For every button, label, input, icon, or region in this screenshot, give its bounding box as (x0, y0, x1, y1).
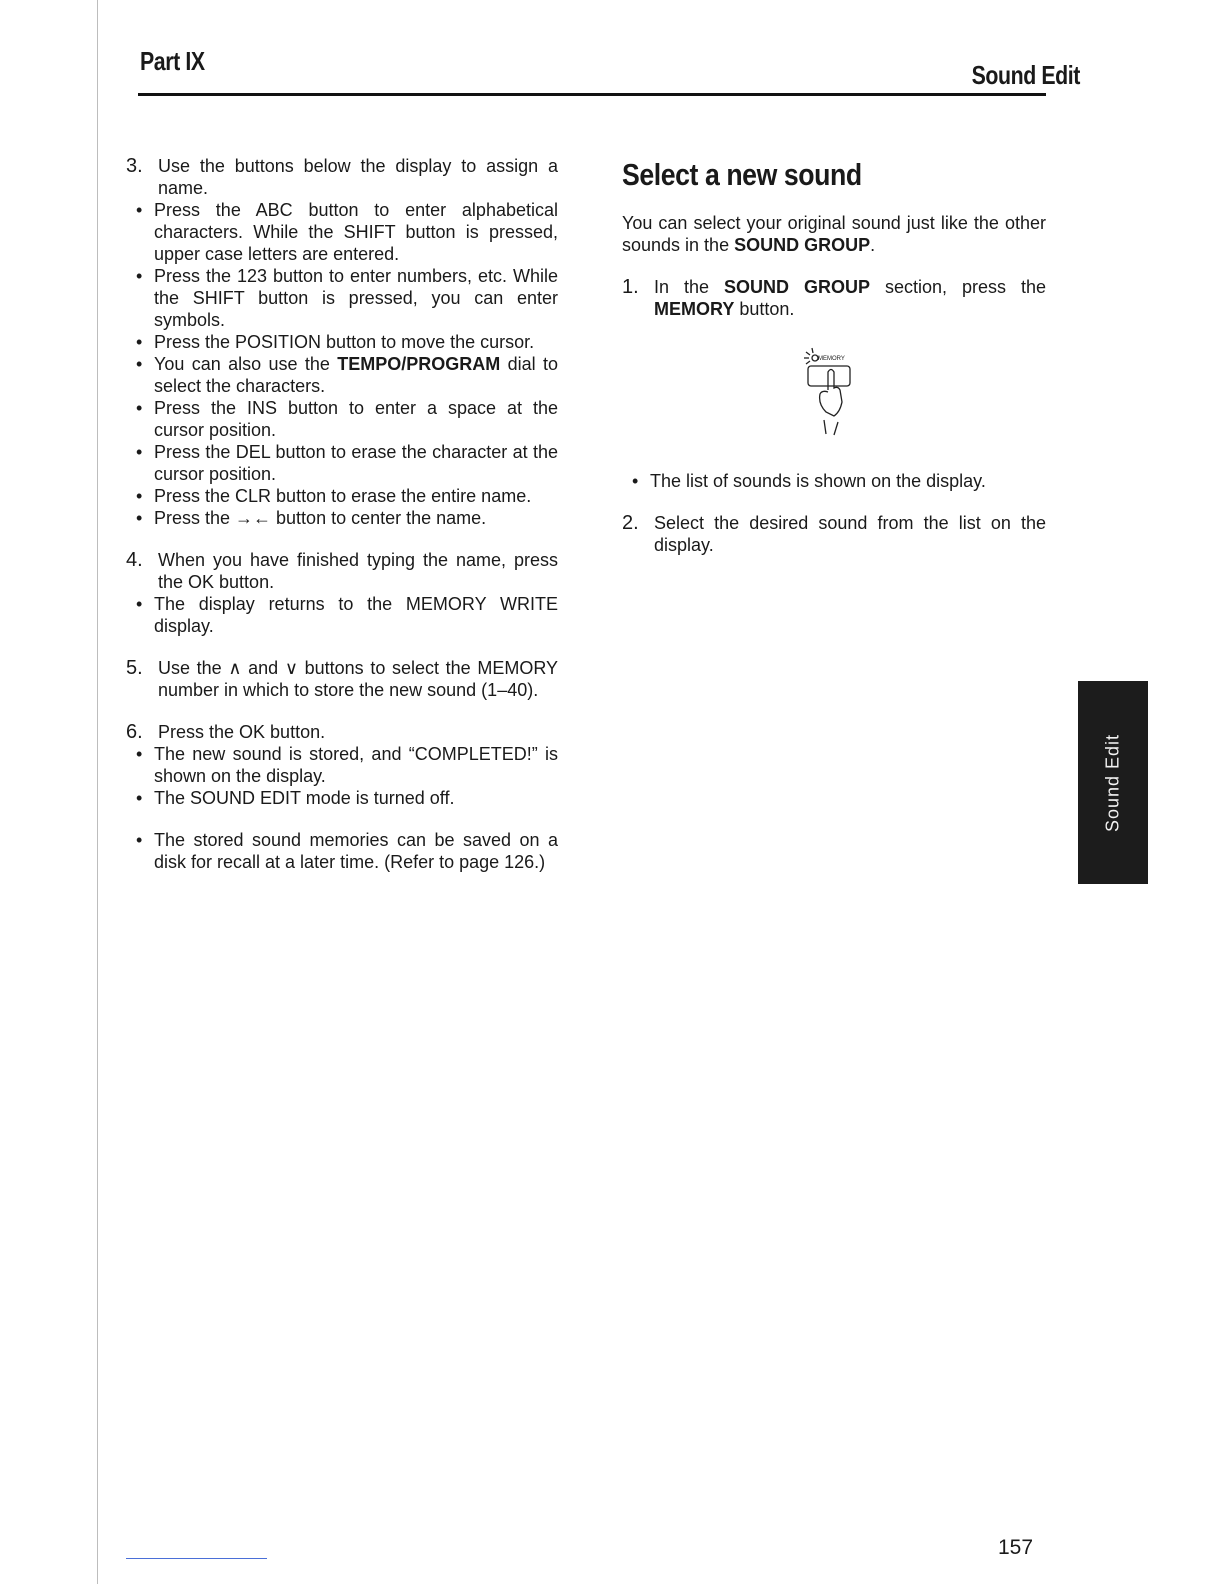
side-tab-label: Sound Edit (1102, 733, 1123, 832)
intro-paragraph (622, 212, 1046, 256)
bullet-ins: • Press the INS button to enter a space at the cursor position. (136, 398, 558, 440)
step-2 (622, 512, 1046, 556)
bullet-text: The SOUND EDIT mode is turned off. (154, 788, 455, 808)
step-6 (126, 721, 558, 743)
memory-button-press-icon (784, 342, 884, 442)
bullet-123: • Press the 123 button to enter numbers, etc. While the SHIFT button is pressed, you can enter symbols. (136, 266, 558, 330)
header-rule (138, 93, 1046, 96)
bullet-abc: • Press the ABC button to enter alphabetical characters. While the SHIFT button is pressed, upper case letters are entered. (136, 200, 558, 264)
bullet-text: Press the INS button to enter a space at the cursor position. (154, 398, 558, 440)
step-number: 2. (622, 512, 639, 534)
bullet-text: Press the ABC button to enter alphabetical characters. While the SHIFT button is pressed, upper case letters are entered. (154, 200, 558, 264)
side-tab (1078, 681, 1148, 884)
intro-text: . (870, 235, 876, 255)
step-number: 1. (622, 276, 639, 298)
bullet-text: Press the 123 button to enter numbers, etc. While the SHIFT button is pressed, you can enter symbols. (154, 266, 558, 330)
step-bold: MEMORY (654, 299, 735, 319)
step-number: 6. (126, 721, 143, 743)
bullet-text: The list of sounds is shown on the display. (650, 471, 986, 491)
binding-line (97, 0, 98, 1584)
bullet-text: You can also use the (154, 354, 338, 374)
part-header: Part IX (140, 46, 205, 76)
step-text: Press the OK button. (158, 722, 326, 742)
note-text: The stored sound memories can be saved on a disk for recall at a later time. (Refer to page 126.) (154, 830, 558, 872)
bullet-text: The new sound is stored, and “COMPLETED!” is shown on the display. (154, 744, 558, 786)
step-text: button. (734, 299, 795, 319)
step-number: 4. (126, 549, 143, 571)
bullet-memory-write: • The display returns to the MEMORY WRITE display. (136, 594, 558, 636)
note-disk: • The stored sound memories can be saved on a disk for recall at a later time. (Refer to page 126.) (136, 830, 558, 872)
step-3 (126, 155, 558, 199)
step-number: 3. (126, 155, 143, 177)
bullet-tempo: • You can also use the TEMPO/PROGRAM dial to select the characters. (136, 354, 558, 396)
step-number: 5. (126, 657, 143, 679)
intro-text: You can select your original sound just like the other sounds in the (622, 213, 1046, 255)
bullet-text: Press the POSITION button to move the cursor. (154, 332, 535, 352)
step-text: Use the ∧ and ∨ buttons to select the MEMORY number in which to store the new sound (1–40). (158, 658, 558, 700)
step-text: Select the desired sound from the list on the display. (654, 513, 1046, 555)
page-number: 157 (998, 1536, 1034, 1559)
right-column (622, 158, 1046, 556)
bullet-text: Press the CLR button to erase the entire name. (154, 486, 532, 506)
bullet-del: • Press the DEL button to erase the character at the cursor position. (136, 442, 558, 484)
bullet-text: dial to select the characters. (154, 354, 558, 396)
bullet-text: Press the DEL button to erase the character at the cursor position. (154, 442, 558, 484)
step-text: When you have finished typing the name, press the OK button. (158, 550, 558, 592)
bullet-text: Press the →← button to center the name. (154, 508, 487, 528)
step-bold: SOUND GROUP (724, 277, 870, 297)
footer-line (126, 1558, 267, 1559)
bullet-position: • Press the POSITION button to move the cursor. (136, 332, 535, 352)
section-header: Sound Edit (971, 60, 1080, 90)
bullet-text: The display returns to the MEMORY WRITE display. (154, 594, 558, 636)
bullet-list-shown: • The list of sounds is shown on the display. (632, 471, 986, 491)
bullet-clr: • Press the CLR button to erase the entire name. (136, 486, 532, 506)
bullet-completed: • The new sound is stored, and “COMPLETED!” is shown on the display. (136, 744, 558, 786)
step-4 (126, 549, 558, 593)
bullet-bold: TEMPO/PROGRAM (337, 354, 501, 374)
memory-label: MEMORY (818, 356, 845, 362)
step-1 (622, 276, 1046, 320)
bullet-center: • Press the →← button to center the name. (136, 508, 487, 528)
left-column (126, 155, 558, 873)
section-title: Select a new sound (622, 157, 862, 192)
step-text: section, press the (870, 277, 1047, 297)
step-text: Use the buttons below the display to assign a name. (158, 156, 558, 198)
step-5 (126, 657, 558, 701)
bullet-mode-off: • The SOUND EDIT mode is turned off. (136, 788, 455, 808)
step-text: In the (654, 277, 724, 297)
intro-bold: SOUND GROUP (734, 235, 871, 255)
